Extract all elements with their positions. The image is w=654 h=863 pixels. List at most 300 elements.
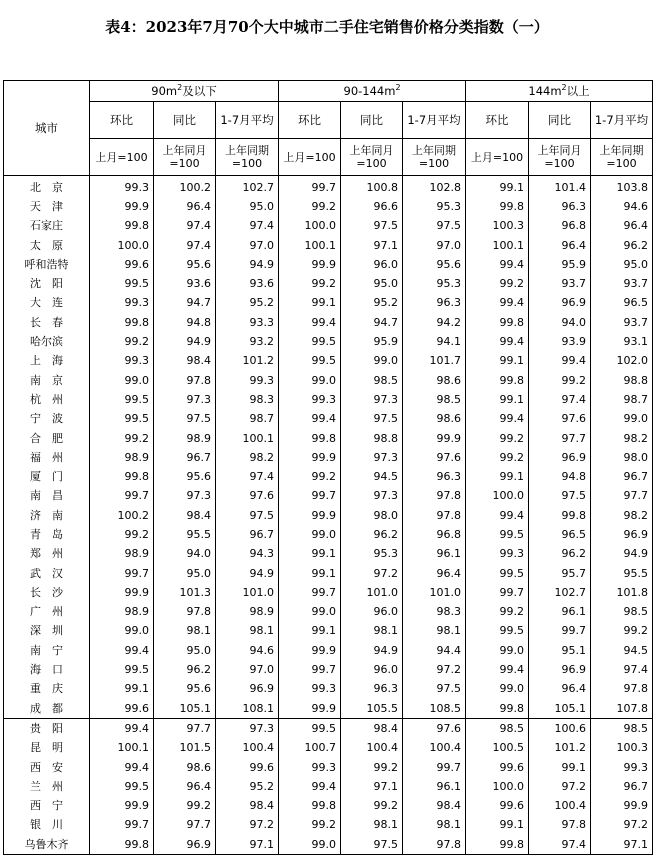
index-value: 101.4 <box>529 176 591 198</box>
index-value: 99.9 <box>279 506 341 525</box>
index-value: 99.5 <box>466 564 529 583</box>
index-value: 100.4 <box>403 739 466 758</box>
index-value: 95.7 <box>529 564 591 583</box>
index-value: 97.3 <box>341 390 403 409</box>
index-value: 96.2 <box>529 545 591 564</box>
index-value: 99.3 <box>90 294 154 313</box>
index-value: 98.1 <box>216 622 279 641</box>
city-name: 杭 州 <box>4 390 90 409</box>
index-value: 99.8 <box>90 467 154 486</box>
index-value: 97.8 <box>403 506 466 525</box>
index-value: 102.8 <box>403 176 466 198</box>
index-value: 101.3 <box>154 583 216 602</box>
index-value: 105.1 <box>154 699 216 719</box>
table-row <box>4 197 653 216</box>
index-value: 96.4 <box>154 197 216 216</box>
index-value: 96.5 <box>591 294 653 313</box>
index-value: 94.9 <box>216 255 279 274</box>
index-value: 96.9 <box>529 294 591 313</box>
table-row <box>4 564 653 583</box>
index-value: 99.3 <box>216 371 279 390</box>
index-value: 99.9 <box>279 699 341 719</box>
index-value: 99.3 <box>90 352 154 371</box>
index-value: 94.0 <box>154 545 216 564</box>
index-value: 97.7 <box>154 816 216 835</box>
city-name: 贵 阳 <box>4 719 90 739</box>
table-row <box>4 797 653 816</box>
index-value: 99.2 <box>279 274 341 293</box>
index-value: 100.7 <box>279 739 341 758</box>
index-value: 98.4 <box>154 506 216 525</box>
table-row <box>4 739 653 758</box>
index-value: 96.0 <box>341 255 403 274</box>
index-value: 99.0 <box>279 835 341 855</box>
index-value: 99.8 <box>466 371 529 390</box>
index-value: 100.4 <box>216 739 279 758</box>
index-value: 100.6 <box>529 719 591 739</box>
base-header: 上月=100 <box>279 139 341 176</box>
index-value: 99.2 <box>279 197 341 216</box>
city-name: 长 春 <box>4 313 90 332</box>
index-value: 100.4 <box>341 739 403 758</box>
index-value: 96.8 <box>529 217 591 236</box>
index-value: 99.1 <box>466 390 529 409</box>
index-value: 102.7 <box>529 583 591 602</box>
index-value: 96.7 <box>591 467 653 486</box>
index-value: 99.1 <box>90 680 154 699</box>
table-row <box>4 660 653 679</box>
index-value: 99.5 <box>90 410 154 429</box>
city-name: 南 宁 <box>4 641 90 660</box>
index-value: 98.9 <box>216 603 279 622</box>
index-value: 95.0 <box>154 641 216 660</box>
table-body <box>4 176 653 855</box>
index-value: 96.8 <box>403 525 466 544</box>
index-value: 94.9 <box>216 564 279 583</box>
city-name: 广 州 <box>4 603 90 622</box>
index-value: 98.9 <box>154 429 216 448</box>
index-value: 97.7 <box>154 719 216 739</box>
index-value: 93.7 <box>591 274 653 293</box>
table-row <box>4 176 653 198</box>
index-value: 96.1 <box>529 603 591 622</box>
index-value: 99.0 <box>279 525 341 544</box>
index-value: 97.5 <box>403 217 466 236</box>
index-value: 99.8 <box>466 197 529 216</box>
index-value: 99.1 <box>466 352 529 371</box>
index-value: 97.4 <box>216 467 279 486</box>
index-value: 99.1 <box>466 176 529 198</box>
index-value: 100.0 <box>279 217 341 236</box>
city-name: 济 南 <box>4 506 90 525</box>
index-value: 96.4 <box>154 777 216 796</box>
index-value: 99.5 <box>90 777 154 796</box>
index-value: 99.7 <box>279 660 341 679</box>
index-value: 99.4 <box>529 352 591 371</box>
index-value: 97.7 <box>591 487 653 506</box>
index-value: 98.9 <box>90 448 154 467</box>
index-value: 100.2 <box>154 176 216 198</box>
index-value: 99.3 <box>90 176 154 198</box>
index-value: 99.0 <box>466 641 529 660</box>
table-row <box>4 835 653 855</box>
index-value: 99.2 <box>90 332 154 351</box>
index-value: 95.5 <box>591 564 653 583</box>
index-value: 99.3 <box>279 390 341 409</box>
index-value: 99.3 <box>279 758 341 777</box>
table-row <box>4 699 653 719</box>
index-value: 96.1 <box>403 545 466 564</box>
index-value: 94.7 <box>341 313 403 332</box>
city-name: 北 京 <box>4 176 90 198</box>
index-value: 99.4 <box>279 313 341 332</box>
city-name: 太 原 <box>4 236 90 255</box>
index-value: 96.4 <box>591 217 653 236</box>
index-value: 94.7 <box>154 294 216 313</box>
city-name: 宁 波 <box>4 410 90 429</box>
index-value: 97.3 <box>154 487 216 506</box>
index-value: 96.4 <box>529 236 591 255</box>
index-value: 97.8 <box>154 371 216 390</box>
index-value: 96.2 <box>591 236 653 255</box>
index-value: 99.4 <box>279 777 341 796</box>
index-value: 108.5 <box>403 699 466 719</box>
city-column-header: 城市 <box>4 81 90 176</box>
table-row <box>4 410 653 429</box>
index-value: 95.2 <box>216 294 279 313</box>
table-row <box>4 429 653 448</box>
index-value: 96.3 <box>529 197 591 216</box>
index-value: 99.4 <box>466 255 529 274</box>
index-value: 94.6 <box>216 641 279 660</box>
index-value: 100.8 <box>341 176 403 198</box>
index-value: 99.2 <box>341 797 403 816</box>
city-name: 海 口 <box>4 660 90 679</box>
index-value: 97.1 <box>341 236 403 255</box>
index-value: 94.9 <box>341 641 403 660</box>
index-value: 99.1 <box>279 564 341 583</box>
index-value: 96.3 <box>403 294 466 313</box>
index-value: 98.0 <box>591 448 653 467</box>
index-value: 99.7 <box>90 564 154 583</box>
index-value: 99.4 <box>90 641 154 660</box>
index-value: 99.2 <box>90 525 154 544</box>
index-value: 99.8 <box>279 797 341 816</box>
city-name: 武 汉 <box>4 564 90 583</box>
city-name: 西 宁 <box>4 797 90 816</box>
table-row <box>4 448 653 467</box>
index-value: 99.7 <box>466 583 529 602</box>
index-value: 97.5 <box>341 835 403 855</box>
index-value: 100.5 <box>466 739 529 758</box>
index-value: 93.2 <box>216 332 279 351</box>
table-row <box>4 255 653 274</box>
index-value: 95.6 <box>154 680 216 699</box>
index-value: 97.0 <box>216 660 279 679</box>
index-value: 99.5 <box>466 525 529 544</box>
table-row <box>4 622 653 641</box>
index-value: 95.0 <box>341 274 403 293</box>
index-value: 99.4 <box>279 410 341 429</box>
header-row-groups <box>4 81 653 102</box>
index-value: 101.0 <box>403 583 466 602</box>
index-value: 98.5 <box>591 719 653 739</box>
index-value: 99.2 <box>90 429 154 448</box>
index-value: 99.5 <box>90 660 154 679</box>
index-value: 99.2 <box>466 274 529 293</box>
city-name: 银 川 <box>4 816 90 835</box>
index-value: 98.1 <box>403 816 466 835</box>
city-name: 成 都 <box>4 699 90 719</box>
index-value: 95.0 <box>154 564 216 583</box>
index-value: 95.2 <box>341 294 403 313</box>
index-value: 97.4 <box>154 236 216 255</box>
index-value: 99.2 <box>466 429 529 448</box>
index-value: 98.1 <box>154 622 216 641</box>
index-value: 99.5 <box>90 274 154 293</box>
city-name: 长 沙 <box>4 583 90 602</box>
index-value: 99.9 <box>591 797 653 816</box>
area-group-header-1: $90-144m^2$ <box>279 81 466 102</box>
city-name: 乌鲁木齐 <box>4 835 90 855</box>
index-value: 94.8 <box>154 313 216 332</box>
index-value: 97.6 <box>529 410 591 429</box>
index-value: 96.0 <box>341 660 403 679</box>
index-value: 99.0 <box>90 622 154 641</box>
metric-header: 环比 <box>90 102 154 139</box>
index-value: 99.0 <box>466 680 529 699</box>
index-value: 93.7 <box>591 313 653 332</box>
index-value: 99.7 <box>529 622 591 641</box>
index-value: 101.0 <box>216 583 279 602</box>
index-value: 99.7 <box>90 487 154 506</box>
index-value: 100.3 <box>466 217 529 236</box>
index-value: 100.2 <box>90 506 154 525</box>
index-value: 98.3 <box>403 603 466 622</box>
metric-header: 1-7月平均 <box>216 102 279 139</box>
index-value: 95.5 <box>154 525 216 544</box>
index-value: 99.8 <box>466 699 529 719</box>
index-value: 98.6 <box>154 758 216 777</box>
metric-header: 1-7月平均 <box>591 102 653 139</box>
city-name: 福 州 <box>4 448 90 467</box>
index-value: 95.0 <box>591 255 653 274</box>
index-value: 95.3 <box>341 545 403 564</box>
index-value: 105.1 <box>529 699 591 719</box>
index-value: 100.1 <box>466 236 529 255</box>
table-row <box>4 545 653 564</box>
index-value: 99.7 <box>90 816 154 835</box>
table-row <box>4 719 653 739</box>
base-header: 上月=100 <box>90 139 154 176</box>
index-value: 98.2 <box>591 506 653 525</box>
index-value: 100.3 <box>591 739 653 758</box>
index-value: 99.2 <box>466 448 529 467</box>
index-value: 98.6 <box>403 371 466 390</box>
index-value: 99.2 <box>154 797 216 816</box>
index-value: 99.0 <box>591 410 653 429</box>
index-value: 99.5 <box>279 332 341 351</box>
index-value: 97.2 <box>403 660 466 679</box>
index-value: 99.8 <box>90 217 154 236</box>
index-value: 97.5 <box>529 487 591 506</box>
index-value: 95.0 <box>216 197 279 216</box>
index-value: 94.2 <box>403 313 466 332</box>
index-value: 99.2 <box>591 622 653 641</box>
index-value: 99.2 <box>529 371 591 390</box>
index-value: 99.3 <box>591 758 653 777</box>
index-value: 99.0 <box>279 603 341 622</box>
index-value: 101.8 <box>591 583 653 602</box>
header-row-bases <box>4 139 653 176</box>
index-value: 94.6 <box>591 197 653 216</box>
area-group-header-2: $144m^2$以上 <box>466 81 653 102</box>
city-name: 沈 阳 <box>4 274 90 293</box>
index-value: 96.7 <box>154 448 216 467</box>
base-header: 上年同期=100 <box>403 139 466 176</box>
table-row <box>4 332 653 351</box>
index-value: 97.4 <box>591 660 653 679</box>
index-value: 97.6 <box>403 719 466 739</box>
index-value: 96.1 <box>403 777 466 796</box>
index-value: 99.4 <box>466 410 529 429</box>
index-value: 95.9 <box>341 332 403 351</box>
index-value: 99.9 <box>90 583 154 602</box>
index-value: 99.4 <box>466 506 529 525</box>
table-row <box>4 236 653 255</box>
index-value: 102.7 <box>216 176 279 198</box>
index-value: 99.9 <box>403 429 466 448</box>
index-value: 99.9 <box>90 797 154 816</box>
index-value: 98.8 <box>341 429 403 448</box>
index-value: 98.5 <box>466 719 529 739</box>
table-row <box>4 758 653 777</box>
index-value: 99.2 <box>279 816 341 835</box>
index-value: 99.4 <box>90 719 154 739</box>
index-value: 93.9 <box>529 332 591 351</box>
index-value: 99.5 <box>279 719 341 739</box>
index-value: 100.4 <box>529 797 591 816</box>
index-value: 96.2 <box>154 660 216 679</box>
index-value: 97.3 <box>216 719 279 739</box>
index-value: 98.8 <box>591 371 653 390</box>
index-value: 99.6 <box>466 797 529 816</box>
table-row <box>4 525 653 544</box>
table-row <box>4 583 653 602</box>
index-value: 99.6 <box>90 255 154 274</box>
table-row <box>4 294 653 313</box>
index-value: 101.5 <box>154 739 216 758</box>
base-header: 上年同期=100 <box>216 139 279 176</box>
metric-header: 环比 <box>466 102 529 139</box>
index-value: 100.0 <box>466 777 529 796</box>
index-value: 99.9 <box>279 255 341 274</box>
index-value: 99.2 <box>341 758 403 777</box>
index-value: 99.4 <box>466 332 529 351</box>
index-value: 107.8 <box>591 699 653 719</box>
index-value: 99.7 <box>279 583 341 602</box>
index-value: 99.3 <box>466 545 529 564</box>
index-value: 96.9 <box>216 680 279 699</box>
index-value: 98.5 <box>341 371 403 390</box>
index-value: 99.0 <box>341 352 403 371</box>
index-value: 97.8 <box>529 816 591 835</box>
index-value: 99.9 <box>279 448 341 467</box>
index-value: 99.4 <box>466 660 529 679</box>
table-row <box>4 390 653 409</box>
index-value: 98.1 <box>341 622 403 641</box>
index-value: 99.7 <box>403 758 466 777</box>
table-row <box>4 352 653 371</box>
table-row <box>4 506 653 525</box>
index-value: 96.2 <box>341 525 403 544</box>
index-value: 95.6 <box>154 255 216 274</box>
index-value: 99.1 <box>279 622 341 641</box>
index-value: 95.6 <box>403 255 466 274</box>
metric-header: 同比 <box>529 102 591 139</box>
table-row <box>4 217 653 236</box>
index-value: 96.3 <box>341 680 403 699</box>
index-value: 98.1 <box>403 622 466 641</box>
index-value: 99.1 <box>529 758 591 777</box>
index-value: 95.6 <box>154 467 216 486</box>
index-value: 94.9 <box>591 545 653 564</box>
index-value: 97.1 <box>216 835 279 855</box>
index-value: 96.9 <box>154 835 216 855</box>
index-value: 100.1 <box>279 236 341 255</box>
index-value: 93.6 <box>216 274 279 293</box>
index-value: 99.8 <box>466 313 529 332</box>
table-row <box>4 313 653 332</box>
index-value: 98.4 <box>216 797 279 816</box>
index-value: 97.2 <box>591 816 653 835</box>
city-name: 青 岛 <box>4 525 90 544</box>
index-value: 99.7 <box>279 176 341 198</box>
index-value: 97.5 <box>154 410 216 429</box>
index-value: 94.9 <box>154 332 216 351</box>
base-header: 上月=100 <box>466 139 529 176</box>
area-group-header-0: $90m^2$及以下 <box>90 81 279 102</box>
index-value: 98.1 <box>341 816 403 835</box>
index-value: 94.5 <box>341 467 403 486</box>
index-value: 97.5 <box>403 680 466 699</box>
index-value: 100.0 <box>466 487 529 506</box>
index-value: 98.9 <box>90 603 154 622</box>
index-value: 95.9 <box>529 255 591 274</box>
table-row <box>4 603 653 622</box>
city-name: 呼和浩特 <box>4 255 90 274</box>
index-value: 96.6 <box>341 197 403 216</box>
index-value: 99.3 <box>279 680 341 699</box>
index-value: 98.0 <box>341 506 403 525</box>
index-value: 99.6 <box>466 758 529 777</box>
index-value: 95.3 <box>403 197 466 216</box>
index-value: 99.1 <box>466 816 529 835</box>
index-value: 99.5 <box>90 390 154 409</box>
city-name: 西 安 <box>4 758 90 777</box>
index-value: 98.4 <box>341 719 403 739</box>
index-value: 98.4 <box>154 352 216 371</box>
table-row <box>4 487 653 506</box>
city-name: 兰 州 <box>4 777 90 796</box>
city-name: 天 津 <box>4 197 90 216</box>
city-name: 昆 明 <box>4 739 90 758</box>
index-value: 97.6 <box>216 487 279 506</box>
table-row <box>4 777 653 796</box>
index-value: 93.3 <box>216 313 279 332</box>
index-value: 101.2 <box>529 739 591 758</box>
index-value: 96.4 <box>529 680 591 699</box>
